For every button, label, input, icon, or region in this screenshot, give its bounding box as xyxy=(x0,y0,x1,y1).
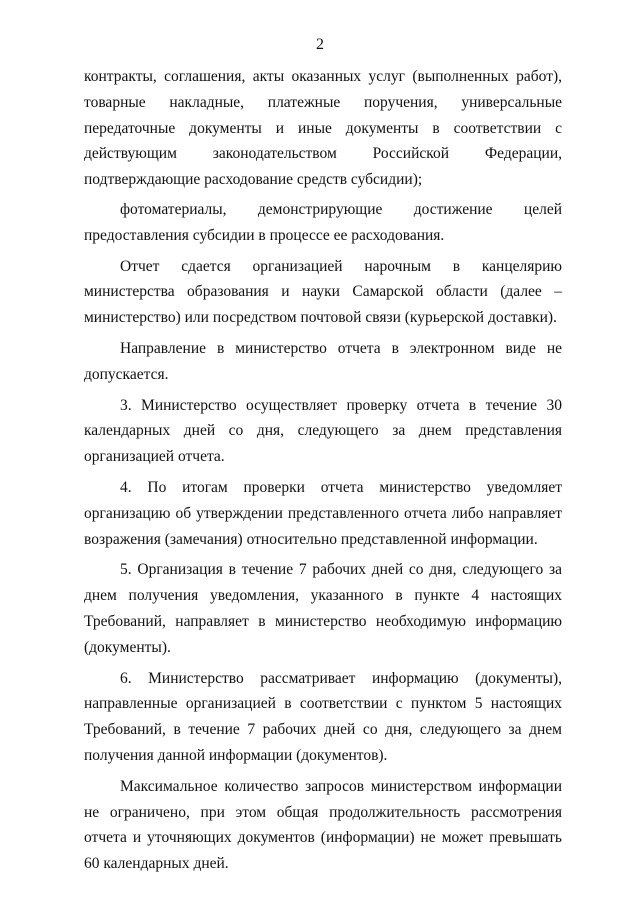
paragraph-item-6: 6. Министерство рассматривает информацию (документы), направленные организацией в соответствии с пунктом 5 настоящих Требований, в течение 7 рабочих дней со дня, следующего за днем получения данной информации (документов). xyxy=(84,669,562,764)
paragraph-electronic-not-allowed: Направление в министерство отчета в электронном виде не допускается. xyxy=(84,339,562,383)
paragraph-item-5: 5. Организация в течение 7 рабочих дней со дня, следующего за днем получения уведомления, указанного в пункте 4 настоящих Требований, направляет в министерство необходимую информацию (документы). xyxy=(84,561,562,656)
paragraph-report-submission: Отчет сдается организацией нарочным в канцелярию министерства образования и науки Самарской области (далее – министерство) или посредством почтовой связи (курьерской доставки). xyxy=(84,257,562,327)
paragraph-photo-materials: фотоматериалы, демонстрирующие достижение целей предоставления субсидии в процессе ее расходования. xyxy=(84,200,562,244)
paragraph-contracts-list: контракты, соглашения, акты оказанных услуг (выполненных работ), товарные накладные, платежные поручения, универсальные передаточные документы и иные документы в соответствии с действующим законодательством Российской Федерации, подтверждающие расходование средств субсидии); xyxy=(84,68,562,189)
page-number: 2 xyxy=(316,36,324,53)
paragraph-item-4: 4. По итогам проверки отчета министерство уведомляет организацию об утверждении представленного отчета либо направляет возражения (замечания) относительно представленной информации. xyxy=(84,478,562,548)
paragraph-item-3: 3. Министерство осуществляет проверку отчета в течение 30 календарных дней со дня, следующего за днем представления организацией отчета. xyxy=(84,396,562,466)
paragraph-max-requests: Максимальное количество запросов министерством информации не ограничено, при этом общая продолжительность рассмотрения отчета и уточняющих документов (информации) не может превышать 60 календарных дней. xyxy=(84,777,562,873)
document-body xyxy=(84,64,562,877)
